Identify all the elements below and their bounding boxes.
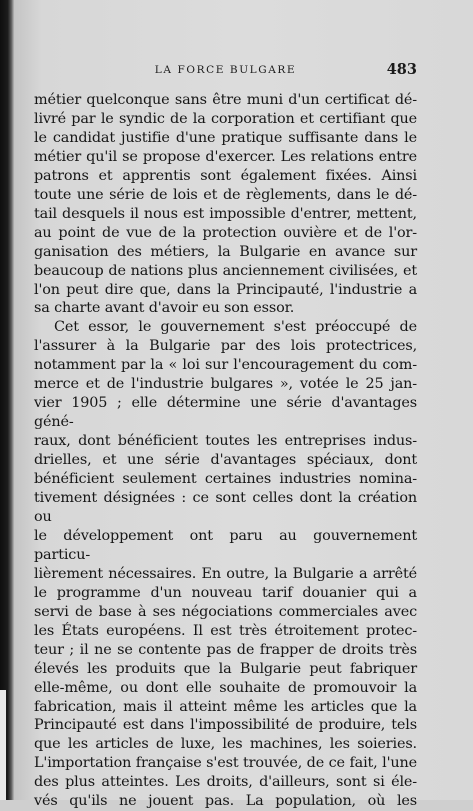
page-header bbox=[34, 62, 417, 80]
book-edge-highlight bbox=[0, 690, 6, 800]
text-line: les États européens. Il est très étroitement protec- bbox=[34, 622, 417, 639]
text-line: merce et de l'industrie bulgares », votée le 25 jan- bbox=[34, 376, 417, 393]
text-line: patrons et apprentis sont également fixées. Ainsi bbox=[34, 167, 417, 184]
text-line: vés qu'ils ne jouent pas. La population, où les bbox=[34, 793, 417, 810]
text-line: l'assurer à la Bulgarie par des lois protectrices, bbox=[34, 338, 417, 355]
text-line: raux, dont bénéficient toutes les entreprises indus- bbox=[34, 433, 417, 450]
text-line: l'on peut dire que, dans la Principauté, l'industrie a bbox=[34, 281, 417, 298]
text-line: vier 1905 ; elle détermine une série d'avantages géné- bbox=[34, 395, 417, 431]
book-page bbox=[14, 0, 473, 810]
text-line: toute une série de lois et de règlements, dans le dé- bbox=[34, 186, 417, 203]
text-line: le développement ont paru au gouvernement particu- bbox=[34, 527, 417, 563]
text-line: notamment par la « loi sur l'encouragement du com- bbox=[34, 357, 417, 374]
text-line: lièrement nécessaires. En outre, la Bulgarie a arrêté bbox=[34, 565, 417, 582]
text-line: livré par le syndic de la corporation et certifiant que bbox=[34, 110, 417, 127]
text-line: des plus atteintes. Les droits, d'ailleurs, sont si éle- bbox=[34, 774, 417, 791]
text-line: beaucoup de nations plus anciennement civilisées, et bbox=[34, 262, 417, 279]
text-line: métier qu'il se propose d'exercer. Les relations entre bbox=[34, 148, 417, 165]
text-line: au point de vue de la protection ouvière et de l'or- bbox=[34, 224, 417, 241]
text-line: teur ; il ne se contente pas de frapper de droits très bbox=[34, 641, 417, 658]
text-line: le programme d'un nouveau tarif douanier qui a bbox=[34, 584, 417, 601]
book-spine-shadow bbox=[0, 0, 14, 800]
text-line: ganisation des métiers, la Bulgarie en avance sur bbox=[34, 243, 417, 260]
text-line: élevés les produits que la Bulgarie peut fabriquer bbox=[34, 660, 417, 677]
page-number: 483 bbox=[386, 61, 417, 78]
text-line: servi de base à ses négociations commerciales avec bbox=[34, 603, 417, 620]
running-head: LA FORCE BULGARE bbox=[154, 64, 297, 76]
text-line: tivement désignées : ce sont celles dont la création ou bbox=[34, 490, 417, 525]
text-line: elle-même, ou dont elle souhaite de promouvoir la bbox=[34, 679, 417, 696]
text-line: que les articles de luxe, les machines, les soieries. bbox=[34, 736, 417, 753]
paragraph-end-line: sa charte avant d'avoir eu son essor. bbox=[34, 300, 295, 317]
text-line: tail desquels il nous est impossible d'entrer, mettent, bbox=[34, 205, 417, 222]
text-line: métier quelconque sans être muni d'un certificat dé- bbox=[34, 92, 417, 108]
text-line: drielles, et une série d'avantages spéciaux, dont bbox=[34, 452, 417, 469]
body-text bbox=[34, 91, 417, 811]
text-line: fabrication, mais il atteint même les articles que la bbox=[34, 698, 417, 715]
text-line: le candidat justifie d'une pratique suffisante dans le bbox=[34, 129, 417, 146]
text-line: L'importation française s'est trouvée, de ce fait, l'une bbox=[34, 755, 417, 772]
paragraph-start-line: Cet essor, le gouvernement s'est préoccupé de bbox=[54, 319, 417, 336]
text-line: bénéficient seulement certaines industries nomina- bbox=[34, 471, 417, 488]
text-line: Principauté est dans l'impossibilité de produire, tels bbox=[34, 717, 417, 734]
